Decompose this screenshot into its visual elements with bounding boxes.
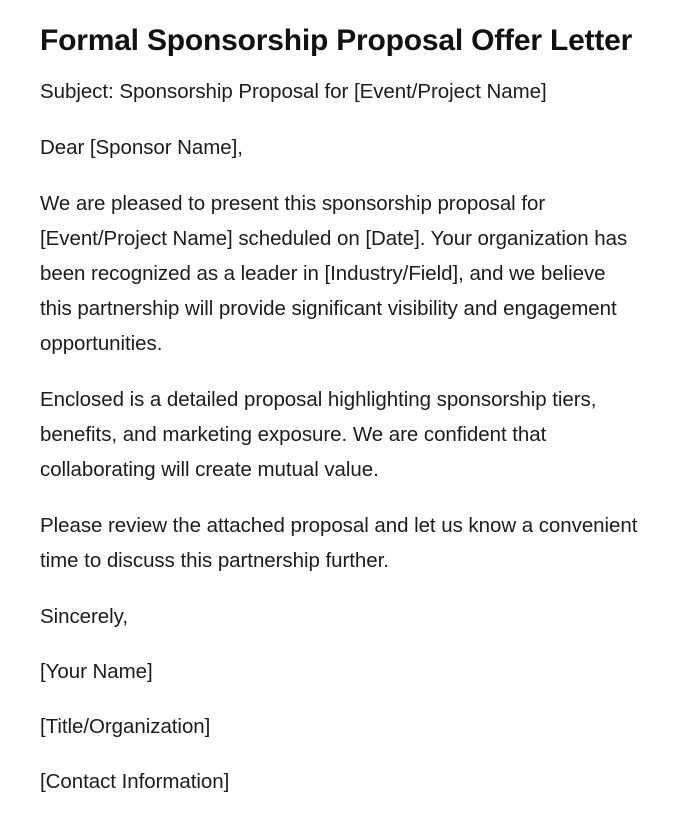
page-title: Formal Sponsorship Proposal Offer Letter	[40, 24, 633, 57]
closing-line: Sincerely,	[40, 605, 128, 628]
body-paragraph-1: We are pleased to present this sponsorship proposal for [Event/Project Name] scheduled on [Date]. Your organization has been recognized as a leader in [Industry/Field], and we believe this partnership will provide significant visibility and engagement opportunities.	[40, 192, 628, 355]
letter-body	[40, 74, 660, 799]
signature-name: [Your Name]	[40, 660, 153, 683]
body-paragraph-3: Please review the attached proposal and let us know a convenient time to discuss this partnership further.	[40, 514, 638, 572]
signature-contact-information: [Contact Information]	[40, 770, 230, 793]
signature-title-organization: [Title/Organization]	[40, 715, 211, 738]
body-paragraph-2: Enclosed is a detailed proposal highlighting sponsorship tiers, benefits, and marketing exposure. We are confident that collaborating will create mutual value.	[40, 388, 597, 481]
salutation: Dear [Sponsor Name],	[40, 136, 243, 159]
subject-line: Subject: Sponsorship Proposal for [Event/Project Name]	[40, 80, 547, 103]
